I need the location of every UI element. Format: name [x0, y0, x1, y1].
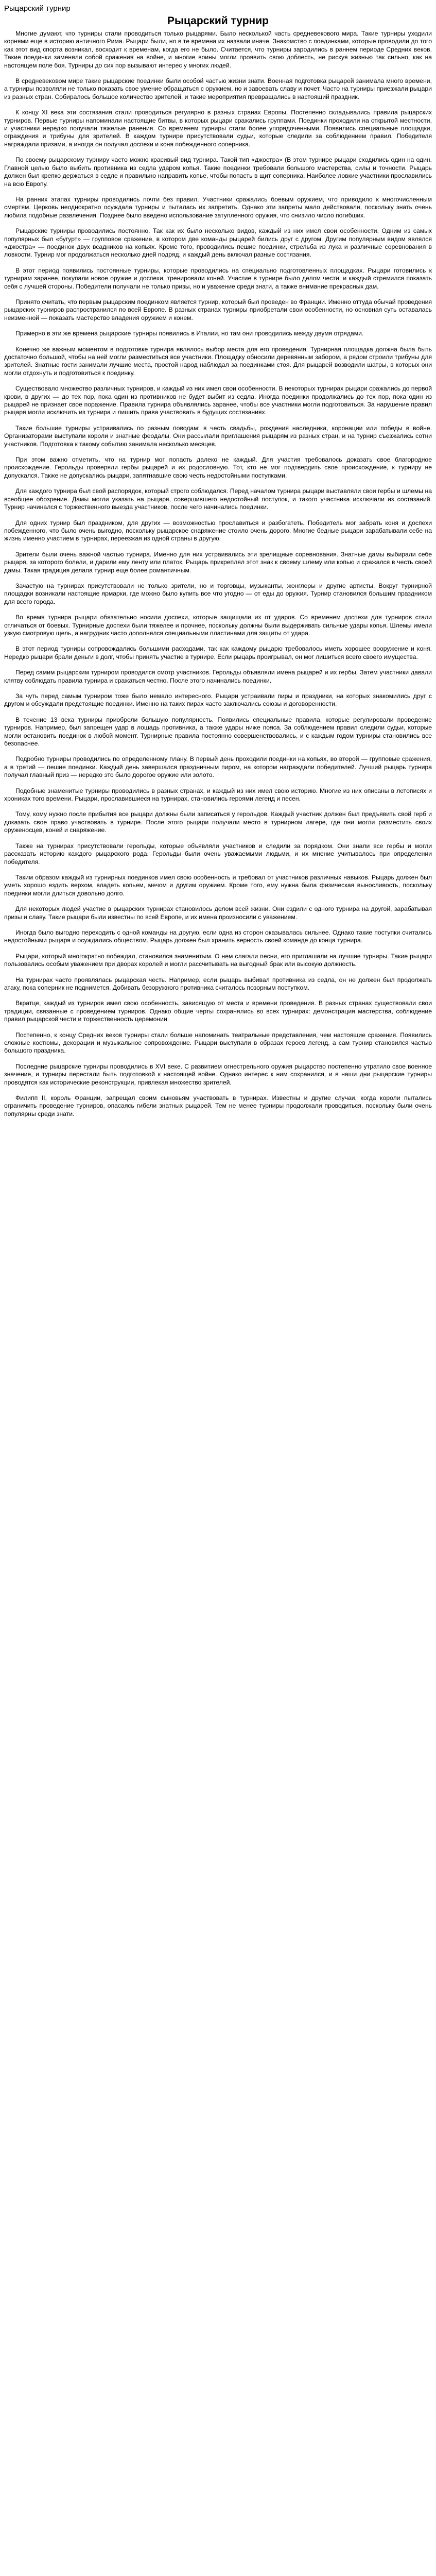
- article-title: Рыцарский турнир: [167, 15, 269, 27]
- article-paragraph: Перед самим рыцарским турниром проводился смотр участников. Герольды объявляли имена рыцарей и их гербы. Затем участники давали клятву соблюдать правила турнира и сражаться честно. После этого начинались поединки.: [4, 669, 432, 684]
- article-paragraph: Для каждого турнира был свой распорядок, который строго соблюдался. Перед началом турнира рыцари выставляли свои гербы и шлемы на всеобщее обозрение. Дамы могли указать на рыцаря, совершившего недостойный поступок, и такого участника исключали из состязаний. Турнир начинался с торжественного выезда участников, после чего начинались поединки.: [4, 487, 432, 511]
- article-paragraph: На ранних этапах турниры проводились почти без правил. Участники сражались боевым оружием, что приводило к многочисленным смертям. Церковь неоднократно осуждала турниры и пыталась их запретить. Однако эти запреты мало действовали, поскольку знать очень любила подобные развлечения. Позднее было введено использование затупленного оружия, что снизило число погибших.: [4, 195, 432, 219]
- article-paragraph: Вкратце, каждый из турниров имел свою особенность, зависящую от места и времени проведения. В разных странах существовали свои традиции, связанные с проведением турниров. Однако общие черты сохранялись во всех турнирах: демонстрация мастерства, соблюдение правил рыцарской чести и торжественность церемонии.: [4, 999, 432, 1023]
- article-paragraph: К концу XI века эти состязания стали проводиться регулярно в разных странах Европы. Постепенно складывались правила рыцарских турниров. Первые турниры напоминали настоящие битвы, в которых рыцари сражались группами. Поединки проходили на открытой местности, и участники нередко получали тяжелые ранения. Со временем турниры стали более упорядоченными. Появились специальные площадки, ограждения и трибуны для зрителей. В каждом турнире присутствовали судьи, которые следили за соблюдением правил. Победителя награждали призами, а иногда он получал доспехи и коня побежденного соперника.: [4, 109, 432, 148]
- article-paragraph: Подробно турниры проводились по определенному плану. В первый день проходили поединки на копьях, во второй — групповые сражения, а в третий — пешие поединки. Каждый день завершался праздничным пиром, на котором награждали победителей. Лучший рыцарь турнира получал главный приз — нередко это было дорогое оружие или золото.: [4, 755, 432, 779]
- article-body: [4, 30, 432, 1118]
- article-paragraph: Примерно в эти же времена рыцарские турниры появились в Италии, но там они проводились между двумя отрядами.: [15, 330, 364, 337]
- article-paragraph: На турнирах часто проявлялась рыцарская честь. Например, если рыцарь выбивал противника из седла, он не должен был продолжать атаку, пока соперник не поднимется. Добивать безоружного противника считалось позорным поступком.: [4, 976, 432, 991]
- article-paragraph: В течение 13 века турниры приобрели большую популярность. Появились специальные правила, которые регулировали проведение турниров. Например, был запрещен удар в лошадь противника, а также удары ниже пояса. За соблюдением правил следили судьи, которые могли остановить поединок в любой момент. Турнирные правила постоянно совершенствовались, и с каждым годом турниры становились все безопаснее.: [4, 716, 432, 748]
- page: [0, 0, 436, 1118]
- article-paragraph: В этот период появились постоянные турниры, которые проводились на специально подготовленных площадках. Рыцари готовились к турнирам заранее, покупали новое оружие и доспехи, тренировали коней. Участие в турнире было делом чести, и каждый стремился показать себя с лучшей стороны. Победители получали не только призы, но и уважение среди знати, а также внимание прекрасных дам.: [4, 266, 432, 290]
- article-paragraph: Принято считать, что первым рыцарским поединком является турнир, который был проведен во Франции. Именно оттуда обычай проведения рыцарских турниров распространился по всей Европе. В разных странах турниры приобретали свои особенности, но основная суть оставалась неизменной — показать мастерство владения оружием и конем.: [4, 298, 432, 321]
- article-paragraph: Зрители были очень важной частью турнира. Именно для них устраивались эти зрелищные соревнования. Знатные дамы выбирали себе рыцаря, за которого болели, и дарили ему ленту или платок. Рыцарь прикреплял этот знак к своему шлему или копью и сражался в честь своей дамы. Такая традиция делала турнир еще более романтичным.: [4, 550, 432, 574]
- article-paragraph: Последние рыцарские турниры проводились в XVI веке. С развитием огнестрельного оружия рыцарство постепенно утратило свое военное значение, и турниры перестали быть подготовкой к настоящей войне. Однако интерес к ним сохранился, и в наши дни рыцарские турниры проводятся как исторические реконструкции, привлекая множество зрителей.: [4, 1062, 432, 1086]
- article-paragraph: Тому, кому нужно после прибытия все рыцари должны были записаться у герольдов. Каждый участник должен был предъявить свой герб и доказать свое право участвовать в турнире. После этого рыцари получали место в турнирном лагере, где они могли разместить своих оруженосцев, коней и снаряжение.: [4, 810, 432, 834]
- article-paragraph: Для одних турнир был праздником, для других — возможностью прославиться и разбогатеть. Победитель мог забрать коня и доспехи побежденного, что было очень выгодно, поскольку рыцарское снаряжение стоило очень дорого. Многие бедные рыцари зарабатывали себе на жизнь именно участием в турнирах, переезжая из одной страны в другую.: [4, 519, 432, 543]
- article-paragraph: В этот период турниры сопровождались большими расходами, так как каждому рыцарю требовалось иметь хорошее вооружение и коня. Нередко рыцари брали деньги в долг, чтобы принять участие в турнире. Если рыцарь проигрывал, он мог лишиться всего своего имущества.: [4, 645, 432, 660]
- article-paragraph: Постепенно, к концу Средних веков турниры стали больше напоминать театральные представления, чем настоящие сражения. Появились сложные костюмы, декорации и музыкальное сопровождение. Рыцари выступали в образах героев легенд, а сам турнир становился частью большого праздника.: [4, 1031, 432, 1055]
- article-paragraph: За чуть перед самым турниром тоже было немало интересного. Рыцари устраивали пиры и праздники, на которых знакомились друг с другом и обсуждали предстоящие поединки. Именно на таких пирах часто заключались союзы и договоренности.: [4, 692, 432, 708]
- article-paragraph: Рыцарские турниры проводились постоянно. Так как их было несколько видов, каждый из них имел свои особенности. Одним из самых популярных был «бугурт» — групповое сражение, в котором две команды рыцарей бились друг с другом. Другим популярным видом являлся «джостра» — поединок двух всадников на копьях. Кроме того, проводились пешие поединки, стрельба из лука и различные соревнования в ловкости. Турнир мог продолжаться несколько дней подряд, и каждый день включал разные состязания.: [4, 227, 432, 259]
- article-paragraph: Существовало множество различных турниров, и каждый из них имел свои особенности. В некоторых турнирах рыцари сражались до первой крови, в других — до тех пор, пока один из противников не будет выбит из седла. Иногда поединки продолжались до тех пор, пока один из рыцарей не признает свое поражение. Правила турнира объявлялись заранее, чтобы все участники могли подготовиться. За нарушение правил рыцаря могли исключить из турнира и лишить права участвовать в будущих состязаниях.: [4, 385, 432, 416]
- article-paragraph: Также на турнирах присутствовали герольды, которые объявляли участников и следили за порядком. Они знали все гербы и могли рассказать историю каждого рыцарского рода. Герольды были очень уважаемыми людьми, и их мнение учитывалось при определении победителя.: [4, 842, 432, 866]
- article-paragraph: Филипп II, король Франции, запрещал своим сыновьям участвовать в турнирах. Известны и другие случаи, когда короли пытались ограничить проведение турниров, опасаясь гибели знатных рыцарей. Тем не менее турниры продолжали проводиться, поскольку были очень популярны среди знати.: [4, 1094, 432, 1117]
- article-paragraph: По своему рыцарскому турниру часто можно красивый вид турнира. Такой тип «джостра» (В этом турнире рыцари сходились один на один. Главной целью было выбить противника из седла ударом копья. Такие поединки требовали большого мастерства, силы и точности. Рыцарь должен был крепко держаться в седле и правильно направить копье, чтобы попасть в щит соперника. Наиболее ловкие участники прославились на всю Европу.: [4, 156, 432, 188]
- article-paragraph: Таким образом каждый из турнирных поединков имел свою особенность и требовал от участников различных навыков. Рыцарь должен был уметь хорошо ездить верхом, владеть копьем, мечом и другим оружием. Кроме того, ему нужна была физическая выносливость, поскольку поединки могли длиться довольно долго.: [4, 873, 432, 897]
- article-paragraph: Для некоторых людей участие в рыцарских турнирах становилось делом всей жизни. Они ездили с одного турнира на другой, зарабатывая призы и славу. Такие рыцари были известны по всей Европе, и их имена произносили с уважением.: [4, 905, 432, 921]
- article-paragraph: Иногда было выгодно переходить с одной команды на другую, если одна из сторон оказывалась сильнее. Однако такие поступки считались недостойными рыцаря и осуждались обществом. Рыцарь должен был хранить верность своей команде до конца турнира.: [4, 928, 432, 944]
- article-paragraph: Рыцари, который многократно побеждал, становился знаменитым. О нем слагали песни, его приглашали на лучшие турниры. Такие рыцари пользовались особым уважением при дворах королей и могли рассчитывать на выгодный брак или высокую должность.: [4, 952, 432, 968]
- page-label: Рыцарский турнир: [4, 4, 71, 13]
- article-paragraph: В средневековом мире такие рыцарские поединки были особой частью жизни знати. Военная подготовка рыцарей занимала много времени, а турниры позволяли не только показать свое умение обращаться с оружием, но и завоевать славу и почет. Часто на турниры приезжали рыцари из разных стран. Собиралось большое количество зрителей, и такие мероприятия превращались в настоящий праздник.: [4, 77, 432, 100]
- article-paragraph: Конечно же важным моментом в подготовке турнира являлось выбор места для его проведения. Турнирная площадка должна была быть достаточно большой, чтобы на ней могли разместиться все участники. Площадку обносили деревянным забором, а рядом строили трибуны для зрителей. Знатные гости занимали лучшие места, простой народ наблюдал за поединками стоя. Для рыцарей возводили шатры, в которых они могли отдохнуть и подготовиться к поединку.: [4, 345, 432, 377]
- article-paragraph: Подобные знаменитые турниры проводились в разных странах, и каждый из них имел свою историю. Многие из них описаны в летописях и хрониках того времени. Рыцари, прославившиеся на турнирах, становились героями легенд и песен.: [4, 787, 432, 803]
- article-paragraph: При этом важно отметить, что на турнир мог попасть далеко не каждый. Для участия требовалось доказать свое благородное происхождение. Герольды проверяли гербы рыцарей и их родословную. Тот, кто не мог подтвердить свое происхождение, к турниру не допускался. Также не допускались рыцари, запятнавшие свою честь недостойными поступками.: [4, 456, 432, 479]
- article-paragraph: Зачастую на турнирах присутствовали не только зрители, но и торговцы, музыканты, жонглеры и другие артисты. Вокруг турнирной площадки возникали настоящие ярмарки, где можно было купить все что угодно — от еды до оружия. Турнир становился большим праздником для всего города.: [4, 582, 432, 605]
- article-paragraph: Многие думают, что турниры стали проводиться только рыцарями. Было несколькой часть средневекового мира. Такие турниры уходили корнями еще в историю античного Рима. Рыцари были, но в те времена их назвали иначе. Знакомство с поединками, которые проводили до того как этот вид спорта возникал, восходит к временам, когда его не было. Считается, что турниры зародились в раннем периоде Средних веков. Такие поединки заменяли собой сражения на войне, и многие воины могли проявить свою доблесть, не рискуя жизнью так сильно, как на настоящем поле боя. Турниры до сих пор вызывают интерес у многих людей.: [4, 30, 432, 69]
- article-paragraph: Такие большие турниры устраивались по разным поводам: в честь свадьбы, рождения наследника, коронации или победы в войне. Организаторами выступали короли и знатные феодалы. Они рассылали приглашения рыцарям из разных стран, и на турнир съезжались сотни участников. Подготовка к такому событию занимала несколько месяцев.: [4, 424, 432, 448]
- article-paragraph: Во время турнира рыцари обязательно носили доспехи, которые защищали их от ударов. Со временем доспехи для турниров стали отличаться от боевых. Турнирные доспехи были тяжелее и прочнее, поскольку должны были выдерживать сильные удары копья. Шлемы имели узкую смотровую щель, а нагрудник часто дополнялся специальными пластинами для защиты от удара.: [4, 614, 432, 637]
